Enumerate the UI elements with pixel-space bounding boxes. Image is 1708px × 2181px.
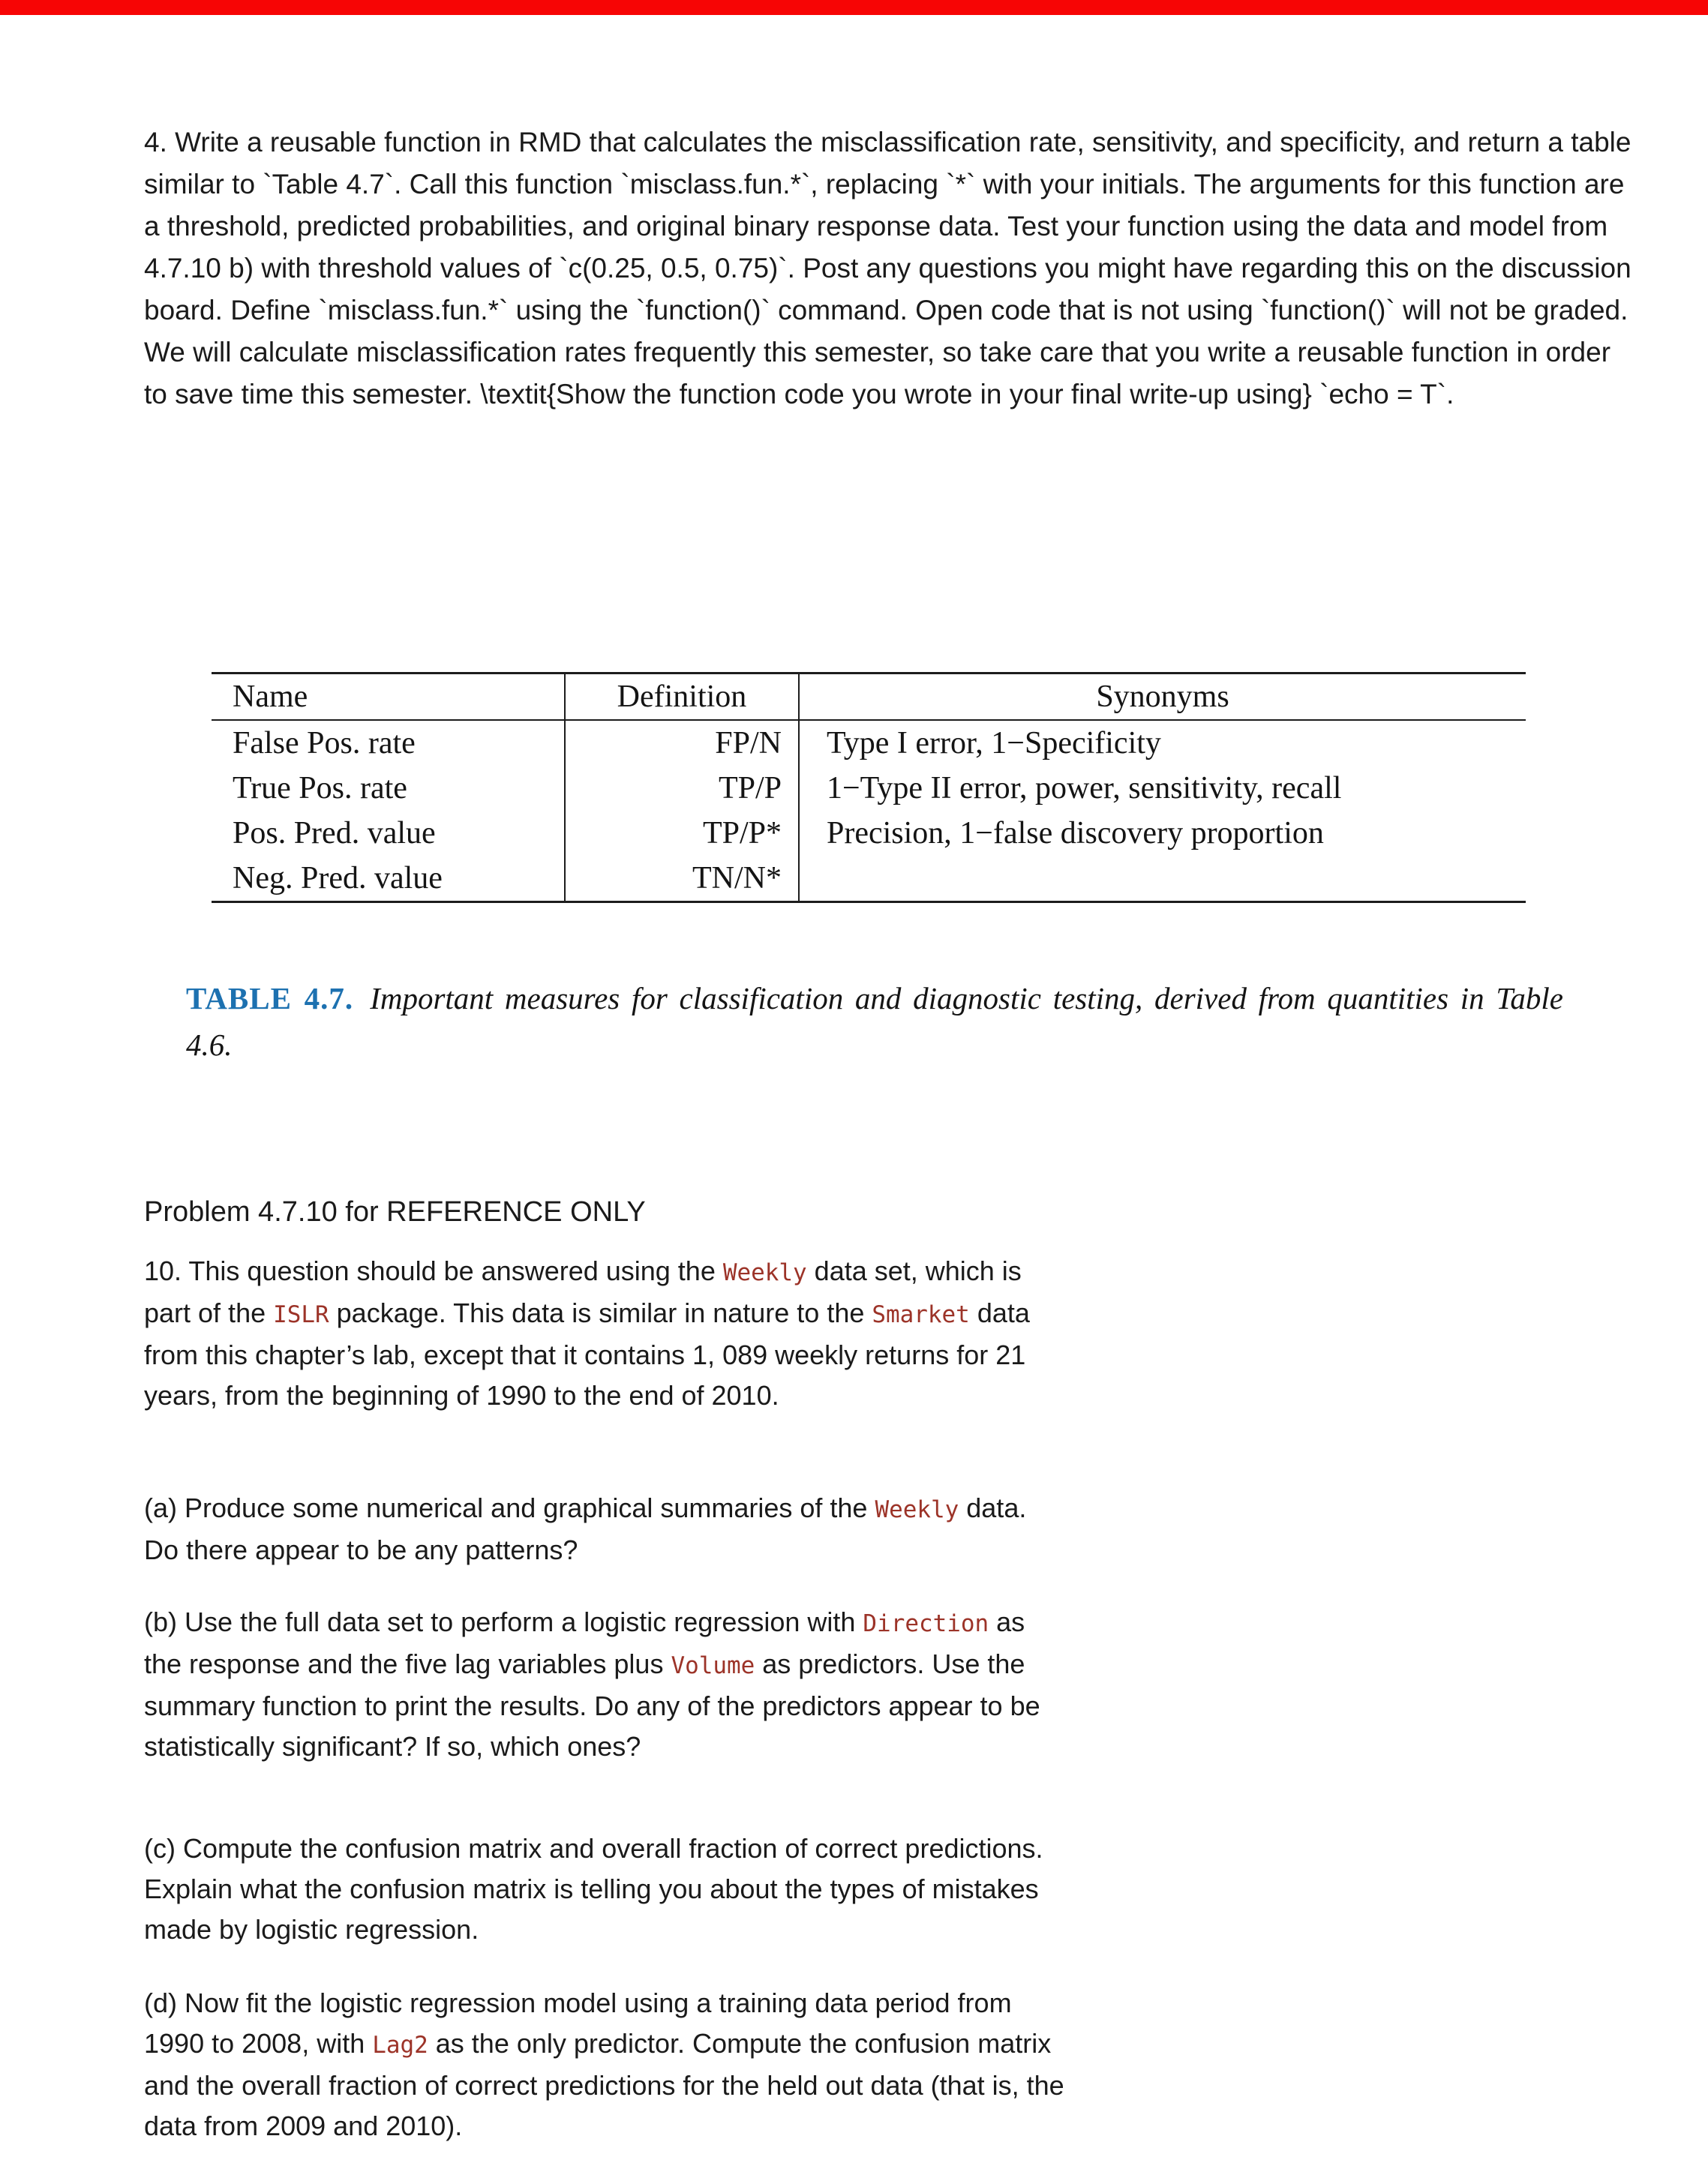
cell-definition: FP/N — [565, 720, 799, 766]
table-row — [212, 766, 1526, 811]
cell-synonyms: Type I error, 1−Specificity — [827, 726, 1161, 760]
cell-definition: TN/N* — [565, 856, 799, 902]
cell-synonyms — [799, 856, 1526, 902]
problem-10-part-d: (d) Now fit the logistic regression model using a training data period from 1990 to 2008, with Lag2 as the only predictor. Compute the confusion matrix and the overall fraction of correct predictions for the held out data (that is, the data from 2009 and 2010). — [144, 1988, 1064, 2141]
top-red-bar — [0, 0, 1708, 15]
cell-definition: TP/P — [565, 766, 799, 811]
cell-synonyms: 1−Type II error, power, sensitivity, recall — [827, 771, 1342, 806]
table-header-row — [212, 674, 1526, 721]
cell-name: True Pos. rate — [233, 771, 407, 806]
table-row — [212, 720, 1526, 766]
table-caption-text: Important measures for classification and diagnostic testing, derived from quantities in Table 4.6. — [186, 981, 1563, 1062]
cell-name: False Pos. rate — [233, 726, 416, 760]
table-row — [212, 856, 1526, 902]
cell-name: Neg. Pred. value — [233, 861, 443, 896]
problem-10-intro: 10. This question should be answered using the Weekly data set, which is part of the ISLR package. This data is similar in nature to the Smarket data from this chapter’s lab, except that it contains 1, 089 weekly returns for 21 years, from the beginning of 1990 to the end of 2010. — [144, 1256, 1030, 1411]
table-header-synonyms: Synonyms — [1096, 680, 1229, 714]
problem-10-part-c: (c) Compute the confusion matrix and overall fraction of correct predictions. Explain what the confusion matrix is telling you about the types of mistakes made by logistic regression. — [144, 1833, 1043, 1945]
assignment-paragraph: 4. Write a reusable function in RMD that calculates the misclassification rate, sensitivity, and specificity, and return a table similar to `Table 4.7`. Call this function `misclass.fun.*`, replacing `*` with your initials. The arguments for this function are a threshold, predicted probabilities, and original binary response data. Test your function using the data and model from 4.7.10 b) with threshold values of `c(0.25, 0.5, 0.75)`. Post any questions you might have regarding this on the discussion board. Define `misclass.fun.*` using the `function()` command. Open code that is not using `function()` will not be graded. We will calculate misclassification rates frequently this semester, so take care that you write a reusable function in order to save time this semester. \textit{Show the function code you wrote in your final write-up using} `echo = T`. — [144, 127, 1631, 410]
table-header-name: Name — [233, 680, 308, 714]
table-caption-label: TABLE 4.7. — [186, 981, 354, 1016]
table-caption — [186, 975, 1563, 1068]
cell-name: Pos. Pred. value — [233, 816, 436, 850]
problem-10-part-a: (a) Produce some numerical and graphical summaries of the Weekly data. Do there appear to be any patterns? — [144, 1492, 1027, 1565]
cell-definition: TP/P* — [565, 811, 799, 856]
reference-heading: Problem 4.7.10 for REFERENCE ONLY — [144, 1196, 646, 1228]
problem-10-part-b: (b) Use the full data set to perform a logistic regression with Direction as the response and the five lag variables plus Volume as predictors. Use the summary function to print the results. Do any of the predictors appear to be statistically significant? If so, which ones? — [144, 1606, 1040, 1762]
table-header-definition: Definition — [565, 674, 799, 721]
cell-synonyms: Precision, 1−false discovery proportion — [827, 816, 1324, 850]
table-row — [212, 811, 1526, 856]
measures-table — [212, 672, 1526, 903]
